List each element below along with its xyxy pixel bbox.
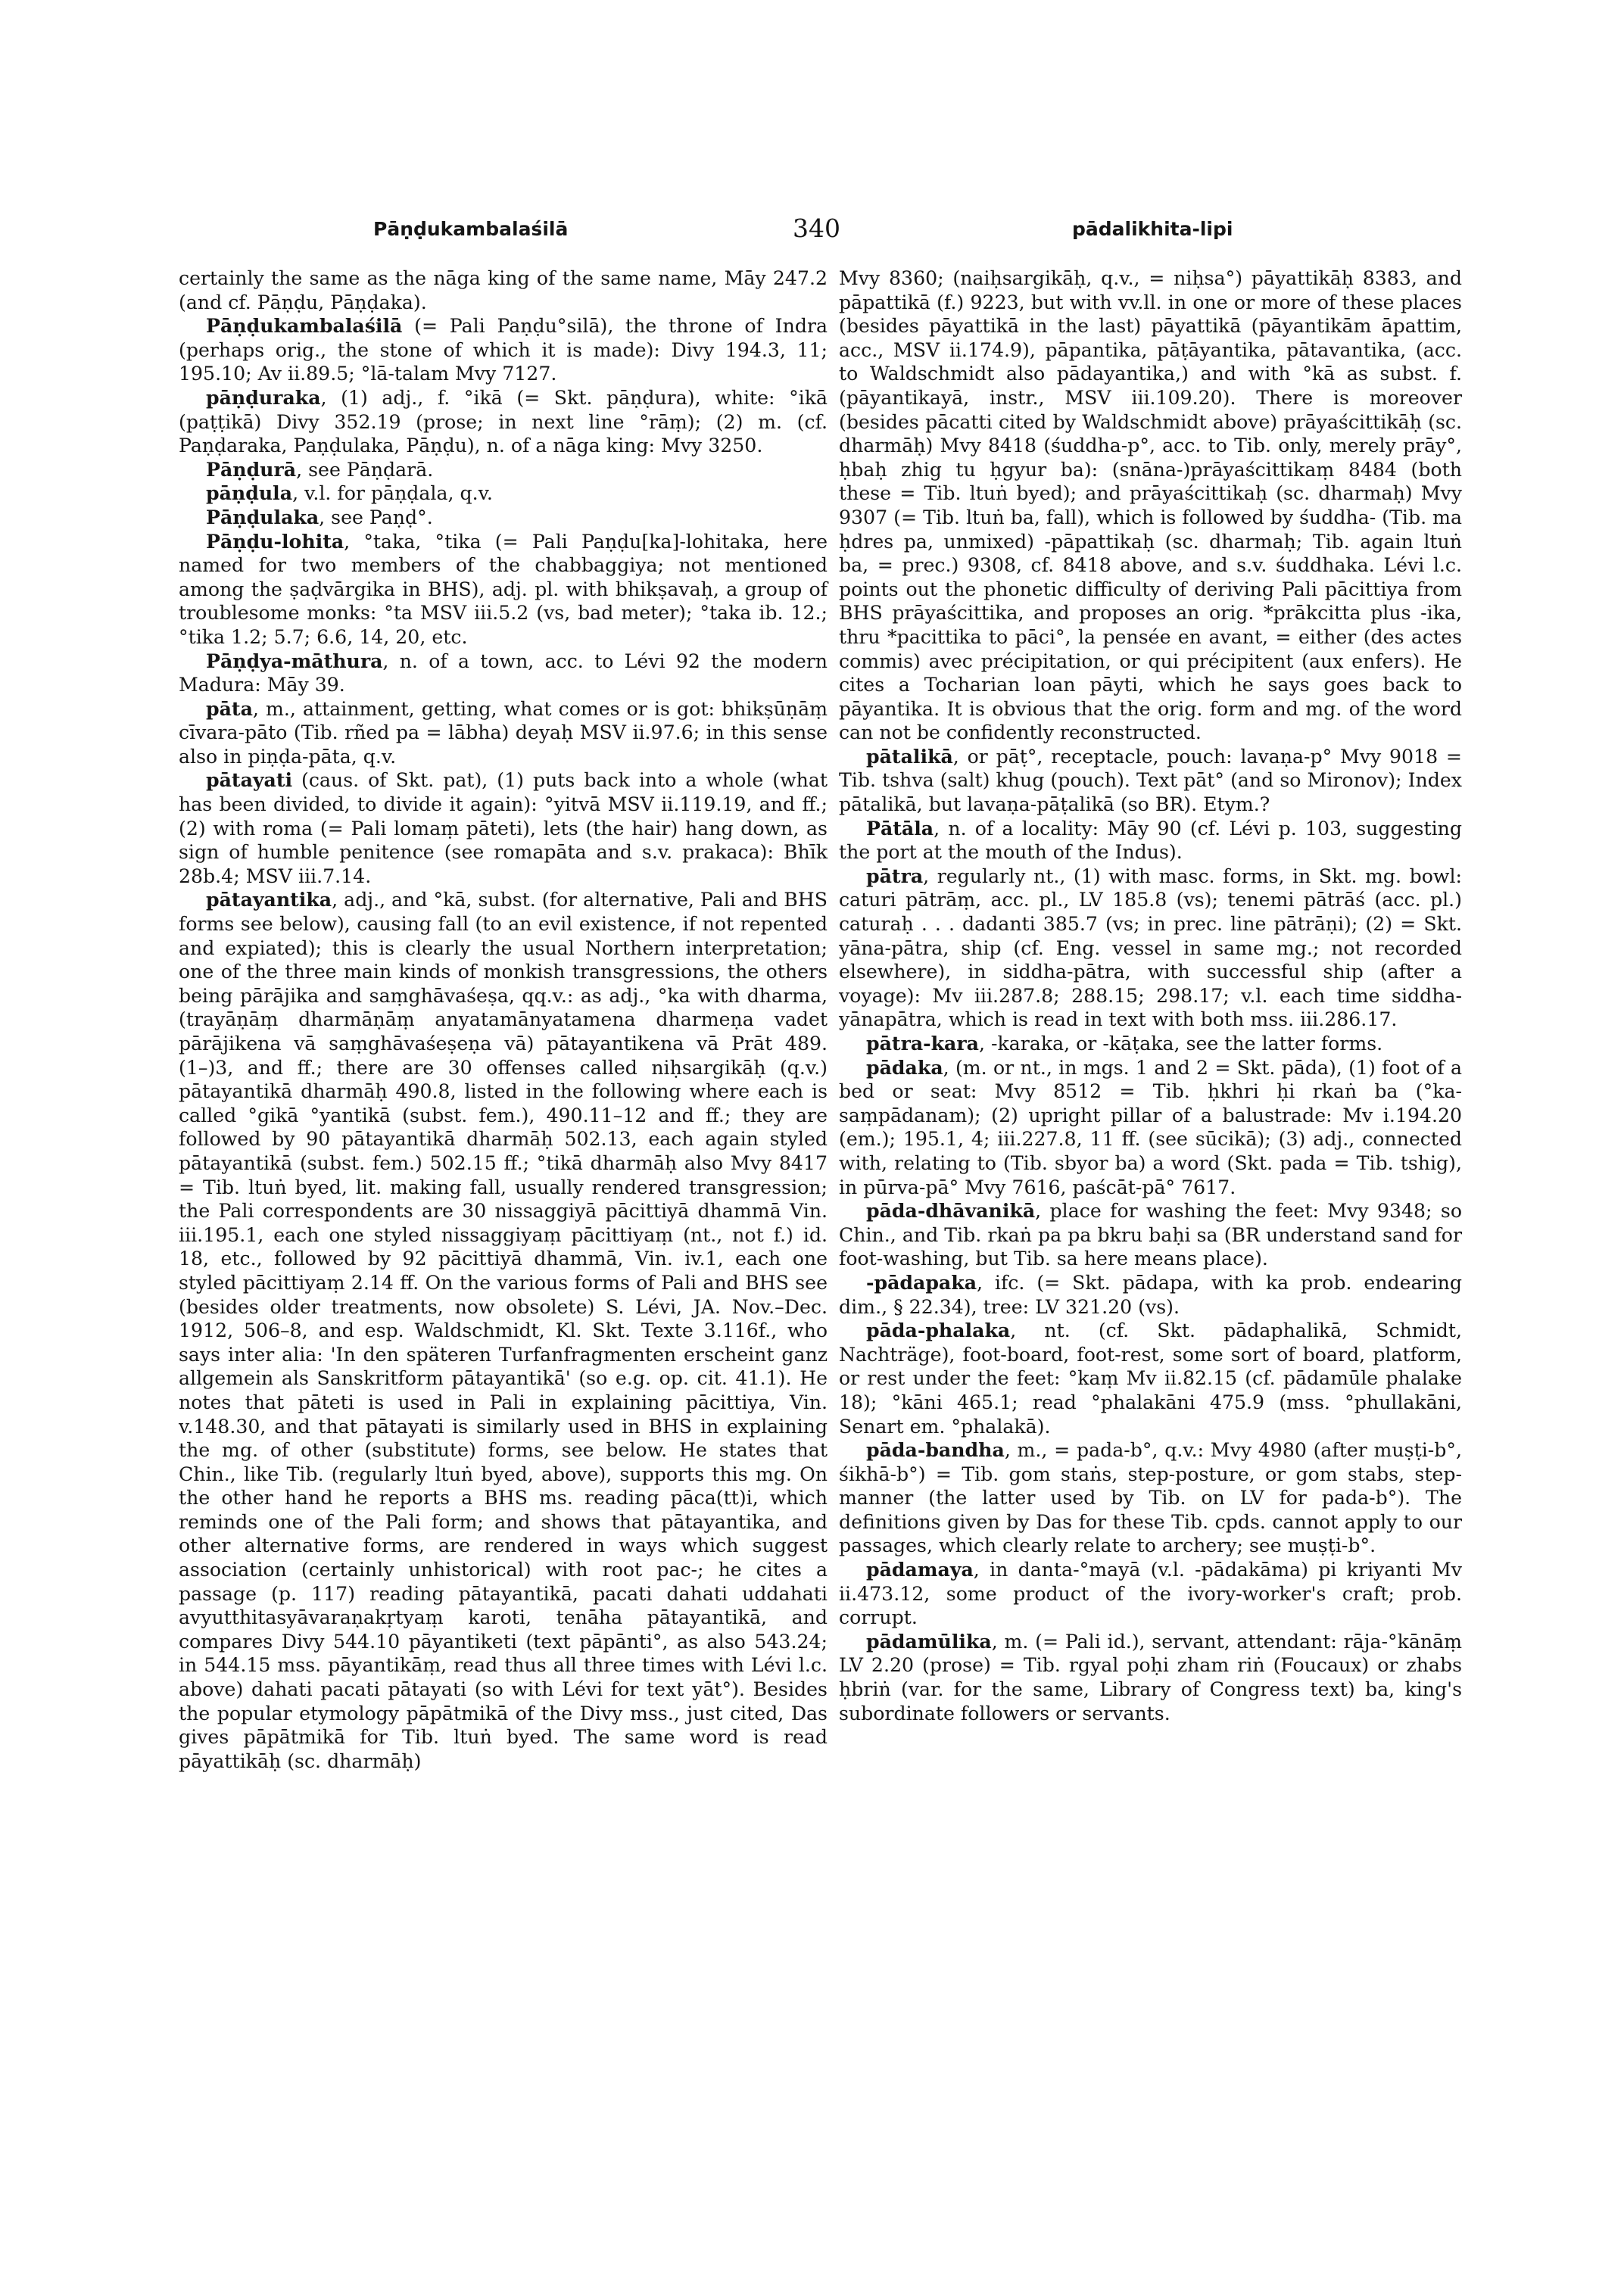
- headword: pāda-bandha: [866, 1438, 1005, 1462]
- headword: Pāṇḍulaka: [206, 505, 320, 528]
- entry: [839, 1032, 1462, 1056]
- headword: pādamūlika: [866, 1629, 992, 1653]
- headword: pātayati: [206, 768, 293, 792]
- entry: [179, 530, 828, 650]
- entry-text: , °taka, °tika (= Pali Paṇḍu[ka]-lohitaka, here named for two members of the chabbaggiya; not mentioned among the ṣaḍvārgika in BHS), adj. pl. with bhikṣavaḥ, a group of troublesome monks: °ta MSV iii.5.2 (vs, bad meter); °taka ib. 12.; °tika 1.2; 5.7; 6.6, 14, 20, etc.: [179, 530, 828, 648]
- entry: [839, 1056, 1462, 1200]
- headword: pāda-dhāvanikā: [866, 1199, 1036, 1223]
- headword: pāṇḍula: [206, 481, 293, 505]
- entry-text: , n. of a town, acc. to Lévi 92 the modern Madura: Māy 39.: [179, 650, 828, 696]
- entry: [839, 1438, 1462, 1558]
- entry: [839, 745, 1462, 817]
- entry-text: , ifc. (= Skt. pādapa, with ka prob. endearing dim., § 22.34), tree: LV 321.20 (vs).: [839, 1271, 1462, 1318]
- headword: pādaka: [866, 1055, 943, 1079]
- headword: pāṇḍuraka: [206, 385, 321, 409]
- entry: [839, 1630, 1462, 1725]
- entry-text: Mvy 8360; (naiḥsargikāḥ, q.v., = niḥsa°) pāyattikāḥ 8383, and pāpattikā (f.) 9223, but with vv.ll. in one or more of these places (besides pāyattikā in the last) pāyattikā (pāyantikām āpattim, acc., MSV ii.174.9), pāpantika, pāṭāyantika, pātavantika, (acc. to Waldschmidt also pādayantika,) and with °kā as subst. f. (pāyantikayā, instr., MSV iii.109.20). There is moreover (besides pācatti cited by Waldschmidt above) prāyaścittikāḥ (sc. dharmāḥ) Mvy 8418 (śuddha-p°, acc. to Tib. only, merely prāy°, ḥbaḥ zhig tu ḥgyur ba): (snāna-)prāyaścittikaṃ 8484 (both these = Tib. ltuṅ byed); and prāyaścittikaḥ (sc. dharmaḥ) Mvy 9307 (= Tib. ltuṅ ba, fall), which is followed by śuddha- (Tib. ma ḥdres pa, unmixed) -pāpattikaḥ (sc. dharmaḥ; Tib. again ltuṅ ba, = prec.) 9308, cf. 8418 above, and s.v. śuddhaka. Lévi l.c. points out the phonetic difficulty of deriving Pali pācittiya from BHS prāyaścittika, and proposes an orig. *prākcitta plus -ika, thru *pacittika to pāci°, la pensée en avant, = either (des actes commis) avec précipitation, or qui précipitent (aux enfers). He cites a Tocharian loan pāyti, which he says goes back to pāyantika. It is obvious that the orig. form and mg. of the word can not be confidently reconstructed.: [839, 267, 1462, 744]
- headword: Pāṇḍu-lohita: [206, 529, 344, 553]
- entry: [179, 386, 828, 458]
- entry-text: , (m. or nt., in mgs. 1 and 2 = Skt. pāda), (1) foot of a bed or seat: Mvy 8512 = Tib. ḥkhri ḥi rkaṅ ba (°ka-saṃpādanam); (2) upright pillar of a balustrade: Mv i.194.20 (em.); 195.1, 4; iii.227.8, 11 ff. (see sūcikā); (3) adj., connected with, relating to (Tib. sbyor ba) a word (Skt. pada = Tib. tshig), in pūrva-pā° Mvy 7616, paścāt-pā° 7617.: [839, 1056, 1462, 1198]
- entry: [179, 650, 828, 697]
- entry-text: , place for washing the feet: Mvy 9348; so Chin., and Tib. rkaṅ pa pa bkru baḥi sa (BR understand sand for foot-washing, but Tib. sa here means place).: [839, 1200, 1462, 1270]
- entry-text: , or pāṭ°, receptacle, pouch: lavaṇa-p° Mvy 9018 = Tib. tshva (salt) khug (pouch). Text pāt° (and so Mironov); Index pātalikā, but lavaṇa-pāṭalikā (so BR). Etym.?: [839, 745, 1462, 816]
- entry-text: , n. of a locality: Māy 90 (cf. Lévi p. 103, suggesting the port at the mouth of the Indus).: [839, 817, 1462, 864]
- headword: pādamaya: [866, 1558, 974, 1581]
- right-column: [839, 266, 1462, 1725]
- headword: pātayantika: [206, 888, 332, 911]
- headword: pāda-phalaka: [866, 1319, 1011, 1342]
- entry-text: , see Paṇḍ°.: [319, 506, 433, 528]
- entry: [179, 458, 828, 482]
- entry-text: , m., = pada-b°, q.v.: Mvy 4980 (after muṣṭi-b°, śikhā-b°) = Tib. gom staṅs, step-posture, or gom stabs, step-manner (the latter used by Tib. on LV for pada-b°). The definitions given by Das for these Tib. cpds. cannot apply to our passages, which clearly relate to archery; see muṣṭi-b°.: [839, 1439, 1462, 1557]
- entry-text: , nt. (cf. Skt. pādaphalikā, Schmidt, Nachträge), foot-board, foot-rest, some sort of board, platform, or rest under the feet: °kaṃ Mv ii.82.15 (cf. pādamūle phalake 18); °kāni 465.1; read °phalakāni 475.9 (mss. °phullakāni, Senart em. °phalakā).: [839, 1319, 1462, 1438]
- headword: Pāṇḍurā: [206, 457, 297, 481]
- headword: pātra: [866, 864, 924, 887]
- running-head-left: Pāṇḍukambalaśilā: [373, 218, 569, 240]
- entry-text: certainly the same as the nāga king of the same name, Māy 247.2 (and cf. Pāṇḍu, Pāṇḍaka).: [179, 267, 828, 313]
- headword: pāta: [206, 696, 253, 720]
- entry-text: , m., attainment, getting, what comes or is got: bhikṣūṇāṃ cīvara-pāto (Tib. rñed pa = lābha) deyaḥ MSV ii.97.6; in this sense also in piṇḍa-pāta, q.v.: [179, 697, 828, 768]
- entry: [839, 865, 1462, 1032]
- entry-text: , adj., and °kā, subst. (for alternative, Pali and BHS forms see below), causing fall (to an evil existence, if not repented and expiated); this is clearly the usual Northern interpretation; one of the three main kinds of monkish transgressions, the others being pārājika and saṃghāvaśeṣa, qq.v.: as adj., °ka with dharma, (trayāṇāṃ dharmāṇāṃ anyatamānyatamena dharmeṇa vadet pārājikena vā saṃghāvaśeṣeṇa vā) pātayantikena vā Prāt 489.(1–)3, and ff.; there are 30 offenses called niḥsargikāḥ (q.v.) pātayantikā dharmāḥ 490.8, listed in the following where each is called °gikā °yantikā (subst. fem.), 490.11–12 and ff.; they are followed by 90 pātayantikā dharmāḥ 502.13, each again styled pātayantikā (subst. fem.) 502.15 ff.; °tikā dharmāḥ also Mvy 8417 = Tib. ltuṅ byed, lit. making fall, usually rendered transgression; the Pali correspondents are 30 nissaggiyā pācittiyā dhammā Vin. iii.195.1, each one styled nissaggiyaṃ pācittiyaṃ (nt., not f.) id. 18, etc., followed by 92 pācittiyā dhammā, Vin. iv.1, each one styled pācittiyaṃ 2.14 ff. On the various forms of Pali and BHS see (besides older treatments, now obsolete) S. Lévi, JA. Nov.–Dec. 1912, 506–8, and esp. Waldschmidt, Kl. Skt. Texte 3.116f., who says inter alia: 'In den späteren Turfanfragmenten erscheint ganz allgemein als Sanskritform pātayantikā' (so e.g. op. cit. 41.1). He notes that pāteti is used in Pali in explaining pācittiya, Vin. v.148.30, and that pātayati is similarly used in BHS in explaining the mg. of other (substitute) forms, see below. He states that Chin., like Tib. (regularly ltuṅ byed, above), supports this mg. On the other hand he reports a BHS ms. reading pāca(tt)i, which reminds one of the Pali form; and shows that pātayantika, and other alternative forms, are rendered in ways which suggest association (certainly unhistorical) with root pac-; he cites a passage (p. 117) reading pātayantikā, pacati dahati uddahati avyutthitasyāvaraṇakṛtyaṃ karoti, tenāha pātayantikā, and compares Divy 544.10 pāyantiketi (text pāpānti°, as also 543.24; in 544.15 mss. pāyantikāṃ, read thus all three times with Lévi l.c. above) dahati pacati pātayati (so with Lévi for text yāt°). Besides the popular etymology pāpātmikā of the Divy mss., just cited, Das gives pāpātmikā for Tib. ltuṅ byed. The same word is read pāyattikāḥ (sc. dharmāḥ): [179, 889, 828, 1772]
- page-number: 340: [793, 213, 840, 243]
- entry: [179, 481, 828, 506]
- entry: [179, 697, 828, 769]
- headword: pātalikā: [866, 744, 953, 768]
- entry-text: , in danta-°mayā (v.l. -pādakāma) pi kriyanti Mv ii.473.12, some product of the ivory-worker's craft; prob. corrupt.: [839, 1559, 1462, 1629]
- entry: [179, 266, 828, 314]
- entry: [179, 768, 828, 888]
- entry-text: , regularly nt., (1) with masc. forms, in Skt. mg. bowl: caturi pātrāṃ, acc. pl., LV 185.8 (vs); tenemi pātrāś (acc. pl.) caturaḥ . . . dadanti 385.7 (vs; in prec. line pātrāṇi); (2) = Skt. yāna-pātra, ship (cf. Eng. vessel in same mg.; not recorded elsewhere), in siddha-pātra, with successful ship (after a voyage): Mv iii.287.8; 288.15; 298.17; v.l. each time siddha-yānapātra, which is read in text with both mss. iii.286.17.: [839, 865, 1462, 1031]
- headword: pātra-kara: [866, 1032, 979, 1055]
- entry-text: , v.l. for pāṇḍala, q.v.: [292, 482, 493, 505]
- entry: [839, 817, 1462, 865]
- entry-text: , see Pāṇḍarā.: [296, 458, 434, 481]
- entry: [839, 1558, 1462, 1630]
- entry-text: , (1) adj., f. °ikā (= Skt. pāṇḍura), white: °ikā (paṭṭikā) Divy 352.19 (prose; in next line °rāṃ); (2) m. (cf. Paṇḍaraka, Paṇḍulaka, Pāṇḍu), n. of a nāga king: Mvy 3250.: [179, 386, 828, 457]
- headword: Pāṇḍya-māthura: [206, 649, 383, 672]
- entry: [839, 1271, 1462, 1319]
- entry: [839, 266, 1462, 745]
- entry: [179, 506, 828, 530]
- entry: [179, 888, 828, 1773]
- headword: Pātāla: [866, 816, 934, 840]
- headword: -pādapaka: [866, 1270, 977, 1294]
- running-head-right: pādalikhita-lipi: [1072, 218, 1233, 240]
- entry: [839, 1199, 1462, 1271]
- entry-text: (= Pali Paṇḍu°silā), the throne of Indra (perhaps orig., the stone of which it is made): Divy 194.3, 11; 195.10; Av ii.89.5; °lā-talam Mvy 7127.: [179, 315, 828, 385]
- headword: Pāṇḍukambalaśilā: [206, 314, 403, 338]
- entry: [839, 1319, 1462, 1438]
- entry-text: , m. (= Pali id.), servant, attendant: rāja-°kānāṃ LV 2.20 (prose) = Tib. rgyal poḥi zham riṅ (Foucaux) or zhabs ḥbriṅ (var. for the same, Library of Congress text) ba, king's subordinate followers or servants.: [839, 1630, 1462, 1724]
- entry: [179, 314, 828, 386]
- left-column: [179, 266, 828, 1773]
- entry-text: , -karaka, or -kāṭaka, see the latter forms.: [978, 1033, 1383, 1055]
- entry-text: (caus. of Skt. pat), (1) puts back into a whole (what has been divided, to divide it again): °yitvā MSV ii.119.19, and ff.; (2) with roma (= Pali lomaṃ pāteti), lets (the hair) hang down, as sign of humble penitence (see romapāta and s.v. prakaca): Bhīk 28b.4; MSV iii.7.14.: [179, 769, 828, 887]
